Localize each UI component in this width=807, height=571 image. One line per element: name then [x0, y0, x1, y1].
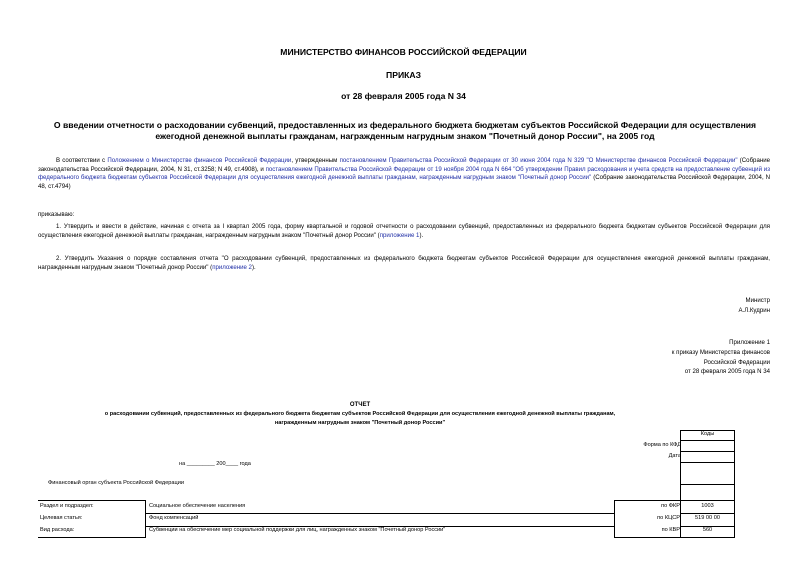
link-resolution-664[interactable]: постановлением Правительства Российской Федерации от 19 ноября 2004 года N 664 "Об утверждении Правил расходования и учета средств на предоставление субвенций из федерального бюджета бюджетам субъектов Российской Федерации для осуществления ежегодной денежной выплаты гражданам, награжденным нагрудным знаком "Почетный донор России": [38, 165, 770, 181]
preamble-text-4: (Собрание законодательства Российской Федерации, 2004, N 48, ст.4794): [38, 174, 771, 190]
expense-type-code-label: по КВР: [661, 527, 680, 533]
codes-header: Коды: [700, 431, 715, 437]
item-2-end: ).: [251, 263, 256, 271]
financial-organ-label: Финансовый орган субъекта Российской Федерации: [48, 480, 184, 486]
appendix-line-4: от 28 февраля 2005 года N 34: [684, 368, 770, 376]
codes-divider-4: [680, 484, 735, 485]
expense-type-code: 560: [702, 527, 713, 533]
order-word: приказываю:: [38, 211, 75, 218]
link-appendix-2[interactable]: приложение 2: [212, 263, 252, 271]
section-value: Социальное обеспечение населения: [149, 503, 246, 509]
appendix-line-2: к приказу Министерства финансов: [671, 348, 770, 356]
item-1-end: ).: [419, 231, 424, 239]
signature-position: Министр: [745, 297, 770, 304]
link-ministry-regulation[interactable]: Положением о Министерстве финансов Российской Федерации: [107, 157, 292, 164]
codes-divider-5: [680, 500, 735, 501]
report-subtitle-line-1: о расходовании субвенций, предоставленных из федерального бюджета бюджетам субъектов Российской Федерации для осуществления ежегодной денежной выплаты гражданам,: [104, 411, 616, 417]
target-article-value: Фонд компенсаций: [149, 515, 199, 521]
order-item-1: [38, 223, 770, 240]
signature-block: [738, 296, 770, 315]
preamble-text-2: , утвержденным: [291, 157, 340, 164]
preamble-paragraph: [38, 157, 770, 191]
title-line-2: ежегодной денежной выплаты гражданам, награжденным нагрудным знаком "Почетный донор России", на 2005 год: [155, 130, 655, 141]
target-article-label: Целевая статья:: [40, 515, 83, 521]
report-title: ОТЧЕТ: [349, 402, 371, 408]
document-date-number: от 28 февраля 2005 года N 34: [341, 91, 466, 101]
appendix-header: [672, 338, 770, 377]
report-period: на _________ 200____ года: [179, 461, 251, 467]
document-type: ПРИКАЗ: [386, 70, 421, 80]
item-2-text: 2. Утвердить Указания о порядке составления отчета "О расходовании субвенций, предоставленных из федерального бюджета бюджетам субъектов Российской Федерации для осуществления ежегодной денежной выплаты гражданам, награжденным нагрудным знаком "Почетный донор России" (: [38, 255, 770, 271]
preamble-text-1: В соответствии с: [56, 157, 108, 164]
ministry-name: МИНИСТЕРСТВО ФИНАНСОВ РОССИЙСКОЙ ФЕДЕРАЦИИ: [280, 47, 527, 57]
section-label: Раздел и подраздел:: [40, 503, 94, 509]
codes-divider-2: [680, 451, 735, 452]
item-1-text: 1. Утвердить и ввести в действие, начиная с отчета за I квартал 2005 года, форму квартальной и годовой отчетности о расходовании субвенций, предоставленных из федерального бюджета бюджетам субъектов Российской Федерации для осуществления ежегодной денежной выплаты гражданам, награжденным нагрудным знаком "Почетный донор России" (: [38, 223, 770, 239]
document-title: [40, 120, 770, 141]
rows-value-divider-1: [145, 513, 615, 514]
link-resolution-329[interactable]: постановлением Правительства Российской Федерации от 30 июня 2004 года N 329 "О Министерстве финансов Российской Федерации": [339, 157, 738, 164]
report-subtitle-line-2: награжденным нагрудным знаком "Почетный донор России": [274, 419, 446, 426]
date-label: Дата: [668, 453, 681, 459]
target-article-code-label: по КЦСР: [657, 515, 680, 521]
section-code: 1003: [701, 503, 714, 509]
appendix-line-3: Российской Федерации: [703, 358, 770, 366]
title-line-1: О введении отчетности о расходовании субвенций, предоставленных из федерального бюджета бюджетам субъектов Российской Федерации для осуществления: [53, 120, 757, 130]
form-label: Форма по КФД: [643, 442, 681, 448]
signature-name: А.Л.Кудрин: [738, 306, 770, 314]
link-appendix-1[interactable]: приложение 1: [379, 231, 420, 239]
order-item-2: [38, 255, 770, 272]
target-article-code: 519 00 00: [695, 515, 720, 521]
codes-divider-3: [680, 462, 735, 463]
report-subtitle: [0, 410, 720, 427]
expense-type-label: Вид расхода:: [40, 527, 75, 533]
codes-divider-1: [680, 440, 735, 441]
preamble-text-3: (Собрание законодательства Российской Федерации, 2004, N 31, ст.3258; N 49, ст.4908), и: [38, 157, 770, 173]
section-code-label: по ФКР: [661, 503, 680, 509]
appendix-line-1: Приложение 1: [729, 339, 770, 346]
expense-type-value: Субвенции на обеспечение мер социальной поддержки для лиц, награжденных знаком "Почетный донор России": [149, 527, 446, 533]
